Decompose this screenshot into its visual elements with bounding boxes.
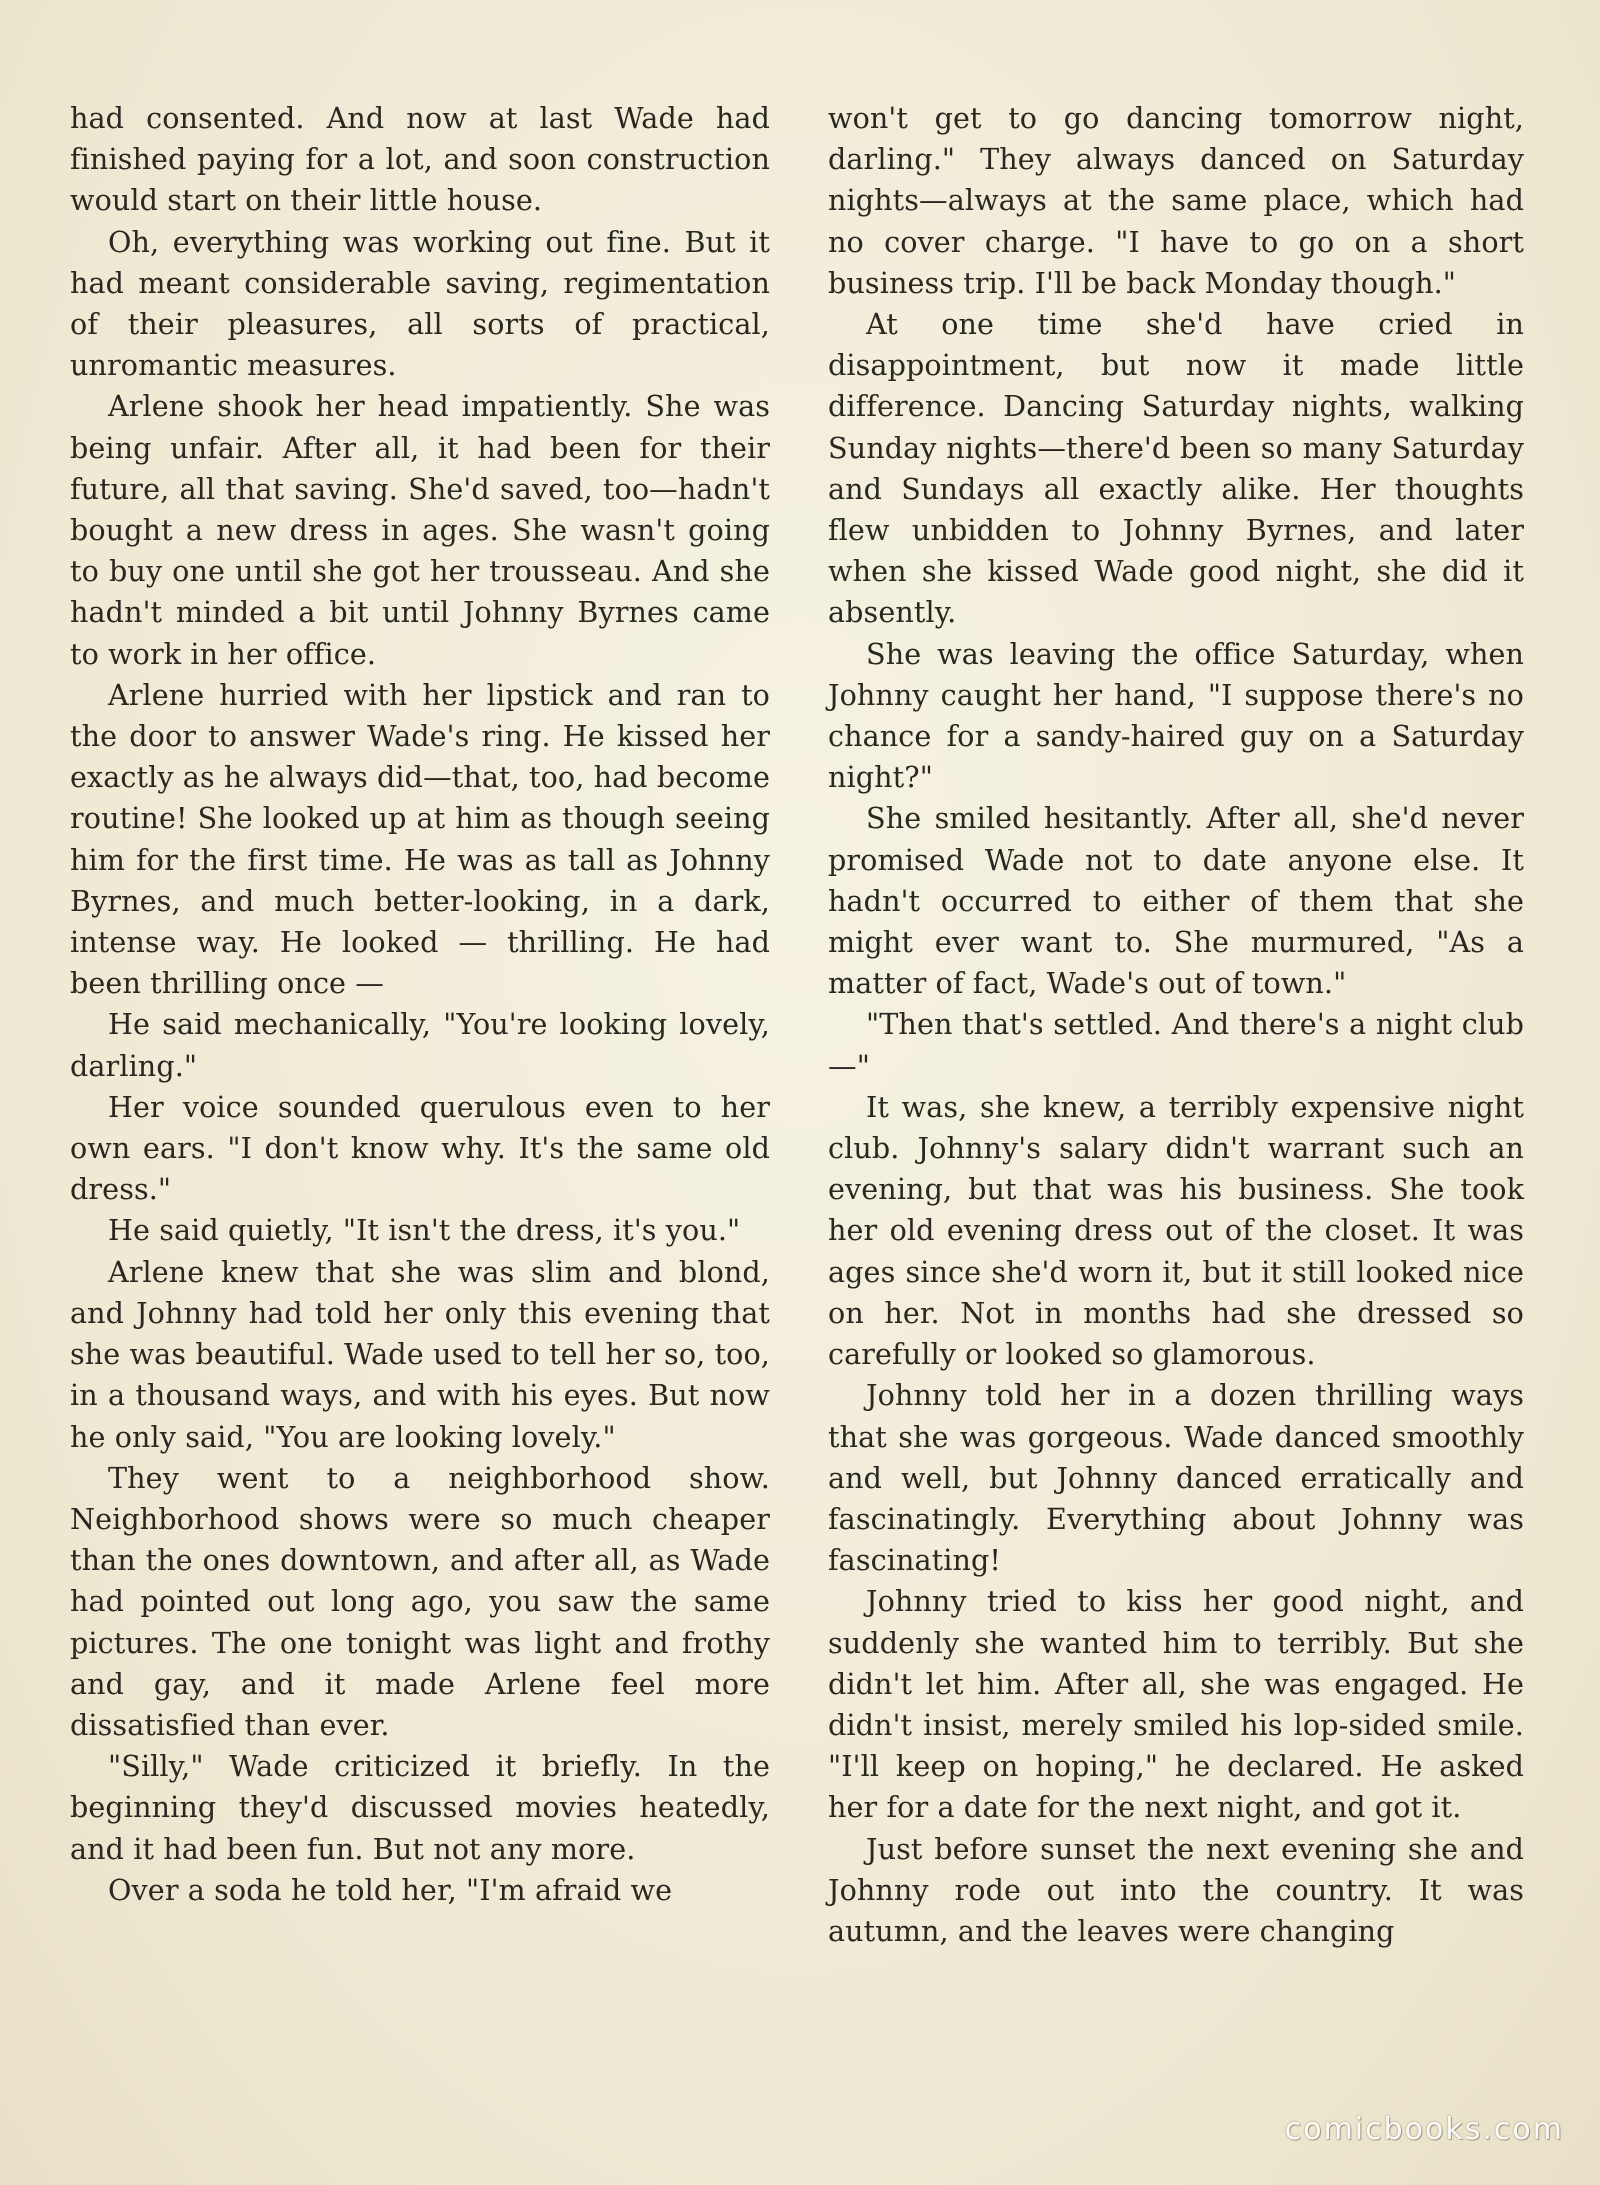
paragraph: He said quietly, "It isn't the dress, it's you." [108,1213,741,1248]
paragraph: It was, she knew, a terribly expensive night club. Johnny's salary didn't warrant such an evening, but that was his business. She took her old evening dress out of the closet. It was ages since she'd worn it, but it still looked nice on her. Not in months had she dressed so carefully or looked so glamorous. [828,1089,1524,1372]
paragraph: Oh, everything was working out fine. But it had meant considerable saving, regimentation of their pleasures, all sorts of practical, unromantic measures. [70,224,770,383]
left-column [70,98,770,1911]
paragraph: Her voice sounded querulous even to her own ears. "I don't know why. It's the same old dress." [70,1089,770,1207]
watermark: comicbooks.com [1284,2112,1564,2147]
paragraph: At one time she'd have cried in disappointment, but now it made little difference. Dancing Saturday nights, walking Sunday nights—there'd been so many Saturday and Sundays all exactly alike. Her thoughts flew unbidden to Johnny Byrnes, and later when she kissed Wade good night, she did it absently. [828,307,1524,630]
paragraph: won't get to go dancing tomorrow night, darling." They always danced on Saturday nights—always at the same place, which had no cover charge. "I have to go on a short business trip. I'll be back Monday though." [828,101,1524,300]
paragraph: had consented. And now at last Wade had finished paying for a lot, and soon construction would start on their little house. [70,101,770,218]
paragraph: He said mechanically, "You're looking lovely, darling." [70,1007,770,1083]
paragraph: "Silly," Wade criticized it briefly. In the beginning they'd discussed movies heatedly, and it had been fun. But not any more. [70,1749,770,1866]
paragraph: She smiled hesitantly. After all, she'd never promised Wade not to date anyone else. It hadn't occurred to either of them that she might ever want to. She murmured, "As a matter of fact, Wade's out of town." [828,801,1524,1001]
paragraph: "Then that's settled. And there's a night club—" [828,1007,1524,1083]
paragraph: Johnny tried to kiss her good night, and suddenly she wanted him to terribly. But she didn't let him. After all, she was engaged. He didn't insist, merely smiled his lop-sided smile. "I'll keep on hoping," he declared. He asked her for a date for the next night, and got it. [828,1584,1524,1825]
paragraph: They went to a neighborhood show. Neighborhood shows were so much cheaper than the ones downtown, and after all, as Wade had pointed out long ago, you saw the same pictures. The one tonight was light and frothy and gay, and it made Arlene feel more dissatisfied than ever. [70,1460,770,1742]
paragraph: Johnny told her in a dozen thrilling ways that she was gorgeous. Wade danced smoothly and well, but Johnny danced erratically and fascinatingly. Everything about Johnny was fascinating! [828,1378,1524,1578]
paragraph: She was leaving the office Saturday, when Johnny caught her hand, "I suppose there's no chance for a sandy-haired guy on a Saturday night?" [828,636,1524,795]
paragraph: Arlene shook her head impatiently. She was being unfair. After all, it had been for their future, all that saving. She'd saved, too—hadn't bought a new dress in ages. She wasn't going to buy one until she got her trousseau. And she hadn't minded a bit until Johnny Byrnes came to work in her office. [70,389,770,671]
paragraph: Just before sunset the next evening she and Johnny rode out into the country. It was autumn, and the leaves were changing [828,1831,1524,1948]
right-column [828,98,1524,1952]
paragraph: Over a soda he told her, "I'm afraid we [108,1872,673,1907]
paragraph: Arlene knew that she was slim and blond, and Johnny had told her only this evening that she was beautiful. Wade used to tell her so, too, in a thousand ways, and with his eyes. But now he only said, "You are looking lovely." [70,1254,770,1454]
paragraph: Arlene hurried with her lipstick and ran to the door to answer Wade's ring. He kissed her exactly as he always did—that, too, had become routine! She looked up at him as though seeing him for the first time. He was as tall as Johnny Byrnes, and much better-looking, in a dark, intense way. He looked — thrilling. He had been thrilling once — [70,677,770,1001]
